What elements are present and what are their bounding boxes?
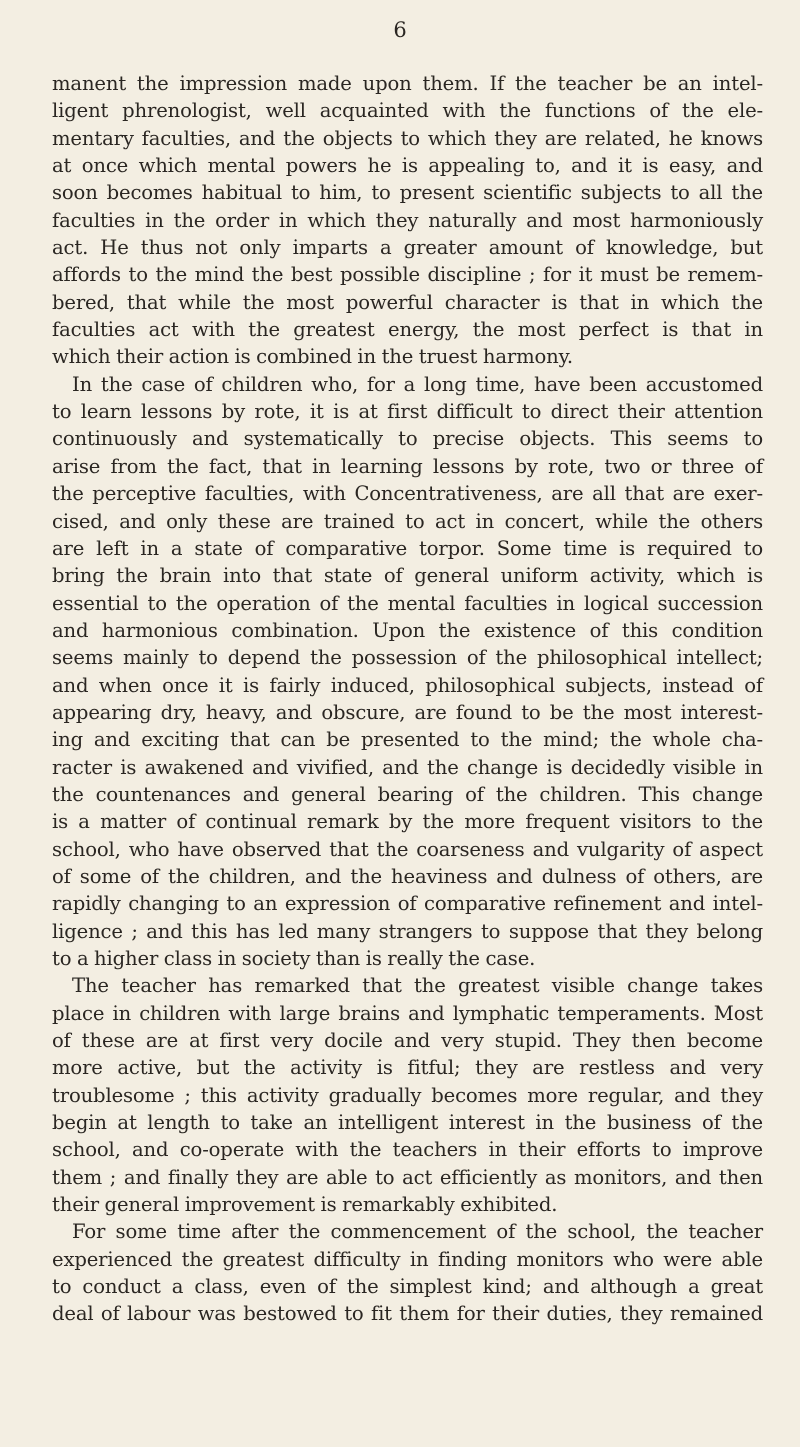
- text-line: faculties act with the greatest energy, the most perfect is that in: [52, 318, 763, 342]
- text-line: their general improvement is remarkably exhibited.: [52, 1193, 558, 1217]
- text-line: the perceptive faculties, with Concentrativeness, are all that are exer-: [52, 482, 763, 506]
- text-line: place in children with large brains and lymphatic temperaments. Most: [52, 1001, 763, 1025]
- text-line: bered, that while the most powerful character is that in which the: [52, 290, 763, 314]
- text-line: ing and exciting that can be presented to the mind; the whole cha-: [52, 728, 763, 752]
- text-line: more active, but the activity is fitful; they are restless and very: [52, 1056, 763, 1080]
- text-line: mentary faculties, and the objects to which they are related, he knows: [52, 126, 763, 150]
- text-line: the countenances and general bearing of the children. This change: [52, 782, 763, 806]
- text-line: begin at length to take an intelligent interest in the business of the: [52, 1111, 763, 1135]
- text-line: are left in a state of comparative torpor. Some time is required to: [52, 536, 763, 560]
- page-number: 6: [393, 18, 407, 42]
- text-line: For some time after the commencement of the school, the teacher: [72, 1220, 763, 1244]
- body-text: [52, 70, 763, 1328]
- text-line: of these are at first very docile and very stupid. They then become: [52, 1029, 763, 1053]
- text-line: school, and co-operate with the teachers in their efforts to improve: [52, 1138, 763, 1162]
- text-line: faculties in the order in which they naturally and most harmoniously: [52, 208, 763, 232]
- text-line: rapidly changing to an expression of comparative refinement and intel-: [52, 892, 763, 916]
- text-line: continuously and systematically to precise objects. This seems to: [52, 427, 763, 451]
- text-line: troublesome ; this activity gradually becomes more regular, and they: [52, 1083, 763, 1107]
- text-line: deal of labour was bestowed to fit them for their duties, they remained: [52, 1302, 763, 1326]
- text-line: essential to the operation of the mental faculties in logical succession: [52, 591, 763, 615]
- text-line: seems mainly to depend the possession of the philosophical intellect;: [52, 646, 763, 670]
- text-line: soon becomes habitual to him, to present scientific subjects to all the: [52, 181, 763, 205]
- text-line: manent the impression made upon them. If the teacher be an intel-: [52, 72, 763, 95]
- text-line: ligent phrenologist, well acquainted with the functions of the ele-: [52, 99, 763, 123]
- text-line: The teacher has remarked that the greatest visible change takes: [72, 974, 763, 998]
- text-line: racter is awakened and vivified, and the change is decidedly visible in: [52, 755, 763, 779]
- text-line: ligence ; and this has led many strangers to suppose that they belong: [52, 919, 763, 943]
- text-line: cised, and only these are trained to act in concert, while the others: [52, 509, 763, 533]
- text-line: to learn lessons by rote, it is at first difficult to direct their attention: [52, 400, 763, 424]
- text-line: at once which mental powers he is appealing to, and it is easy, and: [52, 154, 763, 178]
- text-line: school, who have observed that the coarseness and vulgarity of aspect: [52, 837, 763, 861]
- text-line: to conduct a class, even of the simplest kind; and although a great: [52, 1275, 763, 1299]
- text-line: act. He thus not only imparts a greater amount of knowledge, but: [52, 236, 763, 260]
- text-line: bring the brain into that state of general uniform activity, which is: [52, 564, 763, 588]
- text-line: In the case of children who, for a long time, have been accustomed: [72, 372, 763, 396]
- text-line: experienced the greatest difficulty in finding monitors who were able: [52, 1247, 763, 1271]
- text-line: is a matter of continual remark by the more frequent visitors to the: [52, 810, 763, 834]
- text-line: appearing dry, heavy, and obscure, are found to be the most interest-: [52, 700, 763, 724]
- text-line: and harmonious combination. Upon the existence of this condition: [52, 618, 763, 642]
- text-line: and when once it is fairly induced, philosophical subjects, instead of: [52, 673, 763, 697]
- text-line: affords to the mind the best possible discipline ; for it must be remem-: [52, 263, 763, 287]
- text-line: them ; and finally they are able to act efficiently as monitors, and then: [52, 1165, 763, 1189]
- text-line: of some of the children, and the heaviness and dulness of others, are: [52, 864, 763, 888]
- text-line: to a higher class in society than is really the case.: [52, 947, 536, 970]
- text-line: arise from the fact, that in learning lessons by rote, two or three of: [52, 454, 763, 478]
- text-line: which their action is combined in the truest harmony.: [52, 345, 574, 369]
